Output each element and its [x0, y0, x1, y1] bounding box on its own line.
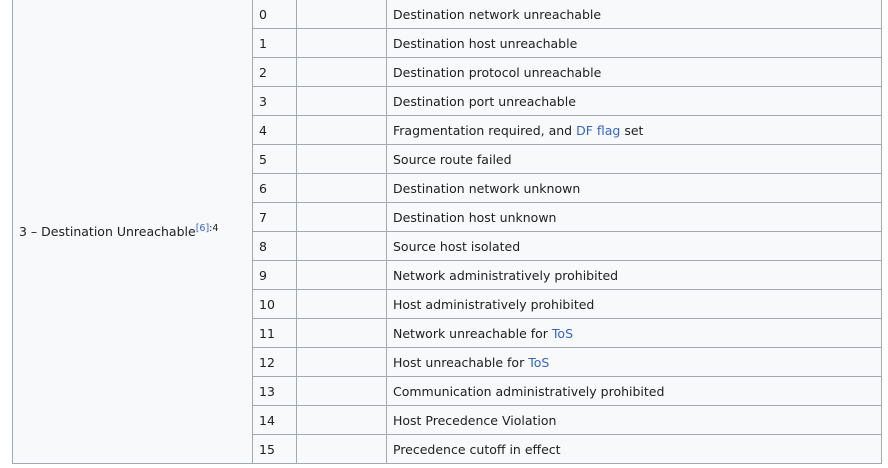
description-cell: Destination port unreachable: [387, 87, 882, 116]
blank-cell: [297, 348, 387, 377]
description-cell: [387, 116, 882, 145]
code-cell: 1: [253, 29, 297, 58]
code-cell: 14: [253, 406, 297, 435]
description-cell: Destination network unreachable: [387, 0, 882, 29]
description-cell: Destination host unreachable: [387, 29, 882, 58]
icmp-codes-table: [12, 0, 882, 464]
code-cell: 12: [253, 348, 297, 377]
description-cell: Host administratively prohibited: [387, 290, 882, 319]
code-cell: 2: [253, 58, 297, 87]
description-cell: [387, 319, 882, 348]
description-cell: Destination protocol unreachable: [387, 58, 882, 87]
code-cell: 7: [253, 203, 297, 232]
description-cell: [387, 348, 882, 377]
blank-cell: [297, 290, 387, 319]
blank-cell: [297, 435, 387, 464]
blank-cell: [297, 232, 387, 261]
tos-link[interactable]: ToS: [528, 354, 550, 370]
description-cell: Host Precedence Violation: [387, 406, 882, 435]
description-cell: Network administratively prohibited: [387, 261, 882, 290]
tos-link[interactable]: ToS: [551, 325, 574, 341]
blank-cell: [297, 58, 387, 87]
description-cell: Precedence cutoff in effect: [387, 435, 882, 464]
blank-cell: [297, 406, 387, 435]
blank-cell: [297, 203, 387, 232]
description-cell: Source route failed: [387, 145, 882, 174]
blank-cell: [297, 261, 387, 290]
description-cell: Destination host unknown: [387, 203, 882, 232]
description-cell: Source host isolated: [387, 232, 882, 261]
blank-cell: [297, 319, 387, 348]
df-flag-link[interactable]: DF flag: [576, 122, 621, 138]
code-cell: 13: [253, 377, 297, 406]
description-cell: Communication administratively prohibited: [387, 377, 882, 406]
code-cell: 3: [253, 87, 297, 116]
description-text: Fragmentation required, and: [393, 122, 577, 138]
type-cell: [13, 0, 253, 464]
code-cell: 4: [253, 116, 297, 145]
code-cell: 0: [253, 0, 297, 29]
description-text: Host unreachable for: [393, 354, 529, 370]
blank-cell: [297, 116, 387, 145]
table-row: [13, 0, 882, 29]
blank-cell: [297, 29, 387, 58]
description-text: set: [620, 122, 644, 138]
code-cell: 9: [253, 261, 297, 290]
description-text: Network unreachable for: [393, 325, 552, 341]
type-label: 3 – Destination Unreachable: [19, 224, 196, 239]
reference-superscript: [196, 223, 219, 234]
reference-page: :4: [209, 222, 219, 234]
blank-cell: [297, 0, 387, 29]
reference-link[interactable]: [6]: [195, 222, 210, 234]
code-cell: 5: [253, 145, 297, 174]
blank-cell: [297, 87, 387, 116]
code-cell: 15: [253, 435, 297, 464]
code-cell: 6: [253, 174, 297, 203]
icmp-table-wrapper: [12, 0, 882, 464]
code-cell: 11: [253, 319, 297, 348]
code-cell: 8: [253, 232, 297, 261]
blank-cell: [297, 145, 387, 174]
blank-cell: [297, 377, 387, 406]
blank-cell: [297, 174, 387, 203]
code-cell: 10: [253, 290, 297, 319]
description-cell: Destination network unknown: [387, 174, 882, 203]
